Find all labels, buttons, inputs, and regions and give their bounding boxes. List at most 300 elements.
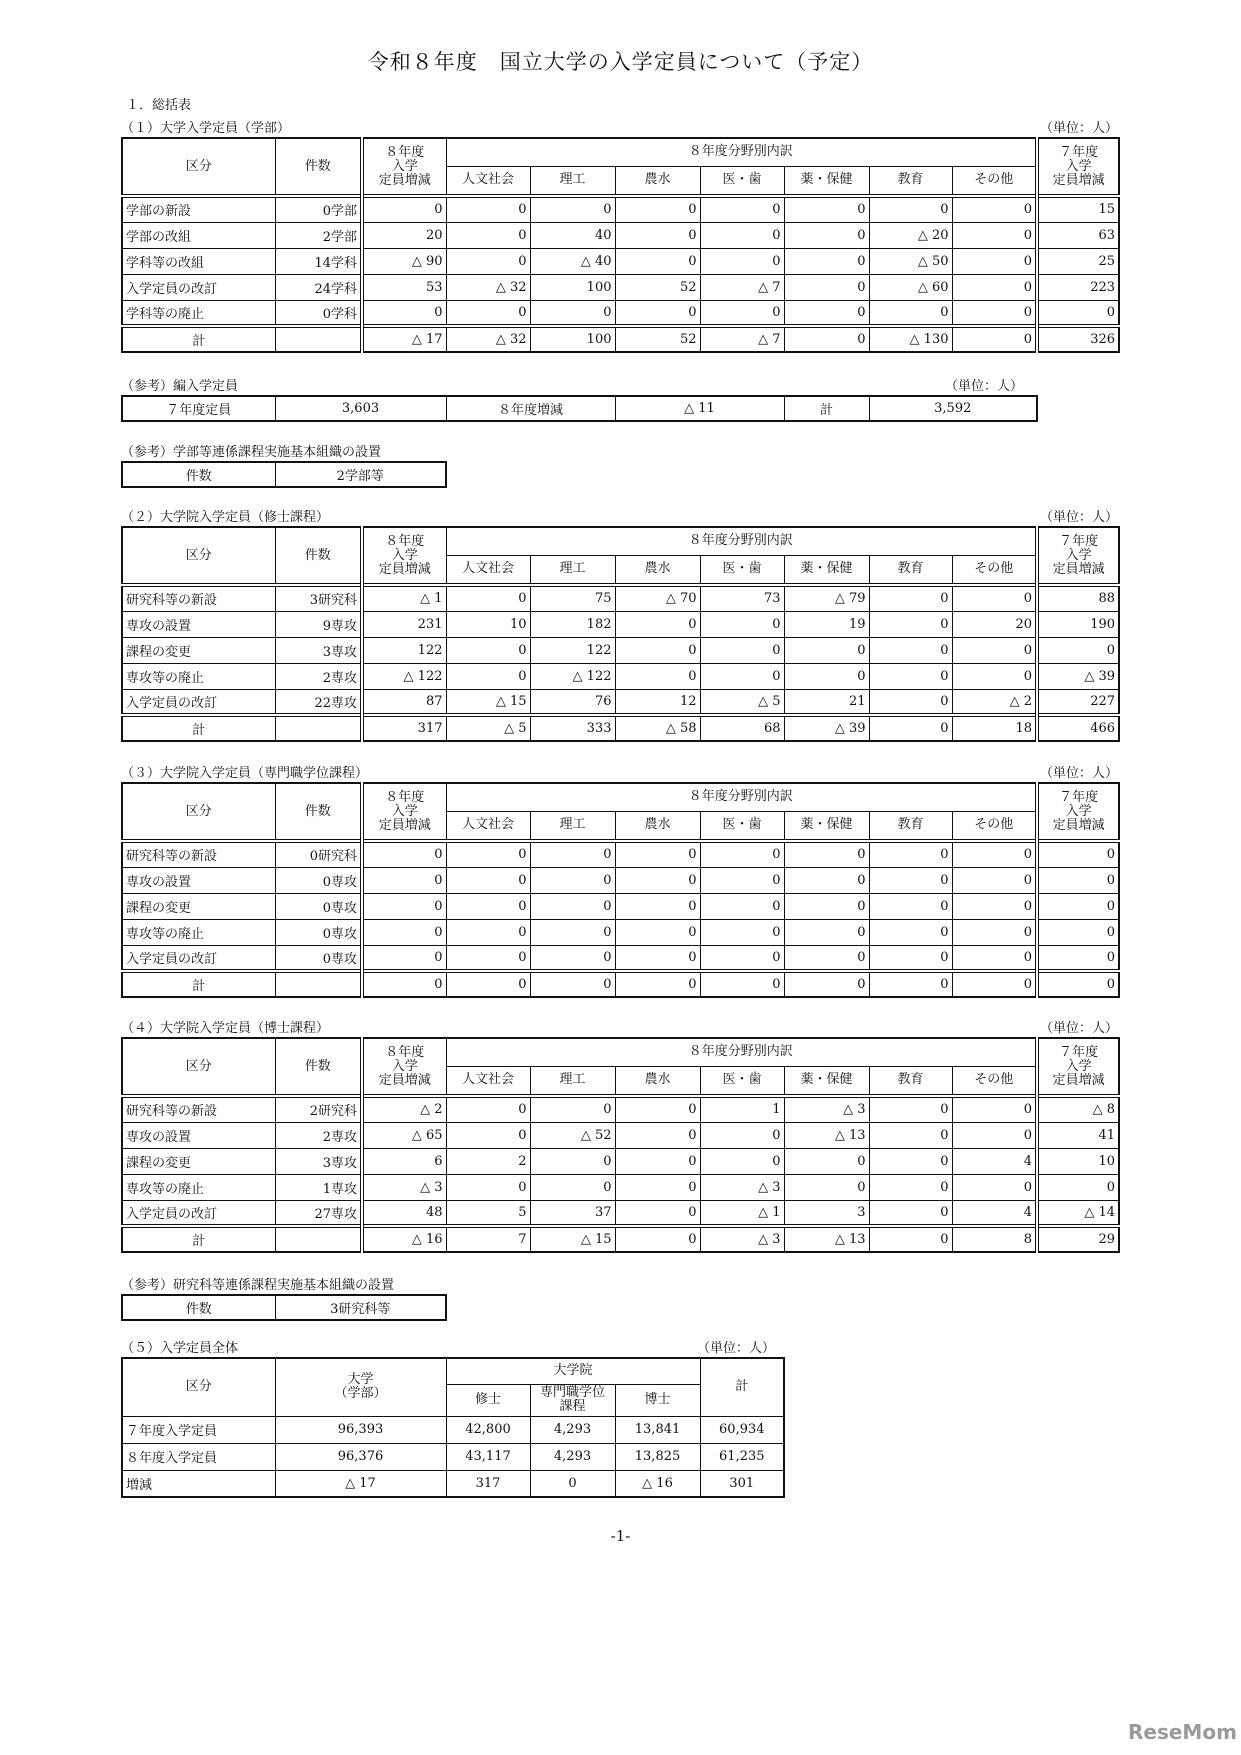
value-cell: △ 20 xyxy=(869,222,952,248)
value-cell: 0 xyxy=(784,867,869,893)
table-cell: △ 11 xyxy=(615,396,784,421)
value-cell: 466 xyxy=(1037,715,1119,741)
value-cell: 0 xyxy=(869,611,952,637)
value-cell: △ 70 xyxy=(615,585,700,611)
value-cell: △ 5 xyxy=(446,715,530,741)
value-cell: 0 xyxy=(530,300,615,326)
header-line: 専門職学位 xyxy=(539,1385,605,1400)
header-line: 大学 xyxy=(347,1372,374,1388)
value-cell: 0 xyxy=(615,1148,700,1174)
value-cell: 4 xyxy=(952,1148,1037,1174)
value-cell: 19 xyxy=(784,611,869,637)
header-breakdown: ８年度分野別内訳 xyxy=(446,527,1037,555)
header-line: ８年度 xyxy=(385,144,425,160)
header-delta7 xyxy=(1037,783,1119,841)
value-cell: 0 xyxy=(869,585,952,611)
value-cell: △ 5 xyxy=(700,689,784,715)
value-cell: 10 xyxy=(446,611,530,637)
value-cell: 333 xyxy=(530,715,615,741)
value-cell: 0 xyxy=(869,1226,952,1252)
value-cell: 0 xyxy=(784,945,869,971)
table-row xyxy=(122,637,1119,663)
value-cell: 0 xyxy=(362,867,446,893)
value-cell: 0 xyxy=(615,300,700,326)
header-field: 教育 xyxy=(869,555,952,585)
row-label: 研究科等の新設 xyxy=(122,1096,275,1122)
count-cell xyxy=(275,326,362,352)
value-cell: 0 xyxy=(1037,637,1119,663)
header-kubun: 区分 xyxy=(122,527,275,585)
value-cell: 0 xyxy=(784,274,869,300)
value-cell: 0 xyxy=(530,893,615,919)
value-cell: 0 xyxy=(952,841,1037,867)
count-cell: 3研究科 xyxy=(275,585,362,611)
header-kubun: 区分 xyxy=(122,783,275,841)
value-cell: 0 xyxy=(952,585,1037,611)
value-cell: 68 xyxy=(700,715,784,741)
value-cell: 15 xyxy=(1037,196,1119,222)
table-row xyxy=(122,841,1119,867)
value-cell: 73 xyxy=(700,585,784,611)
header-line: 入学 xyxy=(1065,547,1092,563)
value-cell: △ 90 xyxy=(362,248,446,274)
value-cell: △ 130 xyxy=(869,326,952,352)
header-line: 課程 xyxy=(559,1399,586,1414)
value-cell: 0 xyxy=(446,637,530,663)
row-label: 学科等の改組 xyxy=(122,248,275,274)
value-cell: 0 xyxy=(700,919,784,945)
value-cell: △ 58 xyxy=(615,715,700,741)
table-cell: 件数 xyxy=(122,1295,275,1320)
count-cell: 2研究科 xyxy=(275,1096,362,1122)
enrollment-table xyxy=(121,782,1120,998)
count-cell: 3専攻 xyxy=(275,1148,362,1174)
value-cell: 0 xyxy=(952,248,1037,274)
value-cell: 0 xyxy=(952,867,1037,893)
header-count: 件数 xyxy=(275,138,362,196)
value-cell: 12 xyxy=(615,689,700,715)
count-cell: 9専攻 xyxy=(275,611,362,637)
value-cell: 0 xyxy=(362,945,446,971)
value-cell: 0 xyxy=(700,893,784,919)
value-cell: △ 7 xyxy=(700,274,784,300)
header-field: 理工 xyxy=(530,166,615,196)
value-cell: 0 xyxy=(446,971,530,997)
header-kubun: 区分 xyxy=(122,138,275,196)
value-cell: 37 xyxy=(530,1200,615,1226)
value-cell: 0 xyxy=(530,945,615,971)
header-line: 定員増減 xyxy=(378,1072,431,1088)
table-cell: 2学部等 xyxy=(275,462,446,487)
value-cell: 0 xyxy=(530,1096,615,1122)
value-cell: 0 xyxy=(446,893,530,919)
header-field: 薬・保健 xyxy=(784,555,869,585)
value-cell: △ 1 xyxy=(700,1200,784,1226)
header-field: 教育 xyxy=(869,811,952,841)
value-cell: △ 2 xyxy=(362,1096,446,1122)
value-cell: 0 xyxy=(446,1122,530,1148)
value-cell: 0 xyxy=(952,637,1037,663)
value-cell: 0 xyxy=(530,1148,615,1174)
value-cell: 0 xyxy=(784,326,869,352)
row-label: 専攻等の廃止 xyxy=(122,919,275,945)
value-cell: 0 xyxy=(615,663,700,689)
row-label: 学科等の廃止 xyxy=(122,300,275,326)
header-line: ７年度 xyxy=(1059,144,1099,160)
count-cell: 0専攻 xyxy=(275,919,362,945)
value-cell: 3 xyxy=(784,1200,869,1226)
value-cell: △ 15 xyxy=(446,689,530,715)
value-cell: 0 xyxy=(1037,919,1119,945)
header-field: 人文社会 xyxy=(446,166,530,196)
value-cell: 0 xyxy=(784,1148,869,1174)
value-cell: 0 xyxy=(784,248,869,274)
value-cell: 0 xyxy=(615,196,700,222)
section-heading: １．総括表 xyxy=(126,98,192,113)
header-line: 入学 xyxy=(391,1058,418,1074)
value-cell: 0 xyxy=(784,196,869,222)
header-prof xyxy=(530,1384,615,1416)
value-cell: 0 xyxy=(1037,1174,1119,1200)
value-cell: 0 xyxy=(700,300,784,326)
count-cell xyxy=(275,971,362,997)
count-cell: 0学部 xyxy=(275,196,362,222)
value-cell: 122 xyxy=(362,637,446,663)
ref1-table xyxy=(121,461,447,488)
value-cell: 96,376 xyxy=(275,1443,446,1470)
value-cell: 0 xyxy=(615,637,700,663)
table-cell: ８年度増減 xyxy=(446,396,615,421)
table-caption: （３）大学院入学定員（専門職学位課程） xyxy=(121,766,369,781)
table-cell: 件数 xyxy=(122,462,275,487)
enrollment-table xyxy=(121,137,1120,353)
row-label: 計 xyxy=(122,715,275,741)
value-cell: 0 xyxy=(700,971,784,997)
value-cell: 0 xyxy=(869,945,952,971)
count-cell: 27専攻 xyxy=(275,1200,362,1226)
value-cell: 0 xyxy=(446,919,530,945)
header-delta8 xyxy=(362,783,446,841)
header-line: 定員増減 xyxy=(1052,561,1105,577)
value-cell: 8 xyxy=(952,1226,1037,1252)
value-cell: 0 xyxy=(700,637,784,663)
value-cell: 0 xyxy=(700,945,784,971)
value-cell: 0 xyxy=(869,637,952,663)
value-cell: 0 xyxy=(952,919,1037,945)
table-row xyxy=(122,196,1119,222)
header-field: その他 xyxy=(952,1066,1037,1096)
value-cell: 0 xyxy=(700,196,784,222)
value-cell: △ 3 xyxy=(784,1096,869,1122)
value-cell: 6 xyxy=(362,1148,446,1174)
value-cell: 53 xyxy=(362,274,446,300)
value-cell: 0 xyxy=(869,1200,952,1226)
value-cell: 0 xyxy=(615,1200,700,1226)
value-cell: 0 xyxy=(1037,841,1119,867)
value-cell: 0 xyxy=(615,611,700,637)
table-caption: （参考）編入学定員 xyxy=(121,379,239,394)
count-cell: 2専攻 xyxy=(275,1122,362,1148)
header-line: （学部） xyxy=(334,1386,387,1402)
value-cell: 0 xyxy=(362,919,446,945)
header-delta7 xyxy=(1037,1038,1119,1096)
header-delta8 xyxy=(362,138,446,196)
row-label: 研究科等の新設 xyxy=(122,585,275,611)
table-row xyxy=(122,300,1119,326)
value-cell: 0 xyxy=(784,300,869,326)
header-line: 定員増減 xyxy=(1052,1072,1105,1088)
value-cell: 0 xyxy=(784,971,869,997)
count-cell: 1専攻 xyxy=(275,1174,362,1200)
total-row xyxy=(122,715,1119,741)
value-cell: △ 14 xyxy=(1037,1200,1119,1226)
value-cell: 0 xyxy=(362,196,446,222)
value-cell: △ 122 xyxy=(530,663,615,689)
value-cell: △ 2 xyxy=(952,689,1037,715)
value-cell: 0 xyxy=(1037,893,1119,919)
row-label: 入学定員の改訂 xyxy=(122,1200,275,1226)
table-row xyxy=(122,867,1119,893)
table-row xyxy=(122,1096,1119,1122)
header-master: 修士 xyxy=(446,1384,530,1416)
value-cell: 18 xyxy=(952,715,1037,741)
table-row xyxy=(122,1174,1119,1200)
watermark-logo: ReseMom xyxy=(1128,1720,1237,1744)
value-cell: △ 32 xyxy=(446,326,530,352)
value-cell: 63 xyxy=(1037,222,1119,248)
header-line: ７年度 xyxy=(1059,1044,1099,1060)
value-cell: △ 50 xyxy=(869,248,952,274)
table-row xyxy=(122,1200,1119,1226)
header-breakdown: ８年度分野別内訳 xyxy=(446,1038,1037,1066)
ref2-table xyxy=(121,1294,447,1321)
table-cell: ７年度定員 xyxy=(122,396,275,421)
count-cell: 22専攻 xyxy=(275,689,362,715)
row-label: 計 xyxy=(122,1226,275,1252)
total-row xyxy=(122,1226,1119,1252)
value-cell: 0 xyxy=(869,1174,952,1200)
value-cell: 0 xyxy=(700,1148,784,1174)
value-cell: 0 xyxy=(784,919,869,945)
count-cell: 14学科 xyxy=(275,248,362,274)
unit-label: （単位：人） xyxy=(697,1341,776,1356)
table-row xyxy=(122,222,1119,248)
value-cell: 0 xyxy=(446,300,530,326)
value-cell: 0 xyxy=(784,1174,869,1200)
table-caption: （４）大学院入学定員（博士課程） xyxy=(121,1021,330,1036)
value-cell: 0 xyxy=(952,1096,1037,1122)
table-cell: 3研究科等 xyxy=(275,1295,446,1320)
value-cell: 0 xyxy=(446,945,530,971)
header-delta7 xyxy=(1037,527,1119,585)
row-label: ８年度入学定員 xyxy=(122,1443,275,1470)
row-label: 計 xyxy=(122,971,275,997)
header-field: 医・歯 xyxy=(700,166,784,196)
unit-label: （単位：人） xyxy=(1040,1021,1119,1036)
table-caption: （参考）学部等連係課程実施基本組織の設置 xyxy=(121,445,382,460)
table-cell: 計 xyxy=(784,396,869,421)
table-row xyxy=(122,945,1119,971)
value-cell: 60,934 xyxy=(700,1416,784,1443)
enrollment-table xyxy=(121,1037,1120,1253)
value-cell: 0 xyxy=(362,300,446,326)
header-total: 計 xyxy=(700,1358,784,1416)
value-cell: 0 xyxy=(530,971,615,997)
header-line: 入学 xyxy=(391,547,418,563)
overall-table xyxy=(121,1357,785,1498)
unit-label: （単位：人） xyxy=(1040,510,1119,525)
value-cell: 0 xyxy=(615,971,700,997)
header-field: その他 xyxy=(952,555,1037,585)
value-cell: △ 60 xyxy=(869,274,952,300)
value-cell: 29 xyxy=(1037,1226,1119,1252)
header-line: 入学 xyxy=(391,803,418,819)
value-cell: 0 xyxy=(530,867,615,893)
value-cell: 0 xyxy=(615,893,700,919)
row-label: 課程の変更 xyxy=(122,1148,275,1174)
value-cell: 0 xyxy=(1037,971,1119,997)
value-cell: 0 xyxy=(700,222,784,248)
value-cell: 122 xyxy=(530,637,615,663)
value-cell: 0 xyxy=(869,893,952,919)
header-line: ８年度 xyxy=(385,789,425,805)
value-cell: 0 xyxy=(615,222,700,248)
header-field: 人文社会 xyxy=(446,1066,530,1096)
table-row xyxy=(122,1122,1119,1148)
value-cell: 0 xyxy=(869,1122,952,1148)
value-cell: △ 16 xyxy=(615,1470,700,1497)
row-label: 入学定員の改訂 xyxy=(122,945,275,971)
value-cell: 41 xyxy=(1037,1122,1119,1148)
value-cell: 0 xyxy=(952,1122,1037,1148)
unit-label: （単位：人） xyxy=(945,379,1024,394)
header-breakdown: ８年度分野別内訳 xyxy=(446,783,1037,811)
value-cell: △ 17 xyxy=(362,326,446,352)
value-cell: △ 3 xyxy=(362,1174,446,1200)
table-caption: （参考）研究科等連係課程実施基本組織の設置 xyxy=(121,1278,395,1293)
value-cell: 75 xyxy=(530,585,615,611)
count-cell: 0研究科 xyxy=(275,841,362,867)
value-cell: △ 13 xyxy=(784,1122,869,1148)
value-cell: △ 16 xyxy=(362,1226,446,1252)
value-cell: 0 xyxy=(446,196,530,222)
value-cell: △ 40 xyxy=(530,248,615,274)
value-cell: △ 39 xyxy=(784,715,869,741)
value-cell: 0 xyxy=(869,196,952,222)
value-cell: 0 xyxy=(615,919,700,945)
value-cell: 0 xyxy=(784,841,869,867)
row-label: 研究科等の新設 xyxy=(122,841,275,867)
value-cell: △ 3 xyxy=(700,1226,784,1252)
value-cell: 40 xyxy=(530,222,615,248)
value-cell: 0 xyxy=(446,222,530,248)
value-cell: △ 39 xyxy=(1037,663,1119,689)
header-field: 理工 xyxy=(530,811,615,841)
value-cell: 0 xyxy=(952,663,1037,689)
table-row xyxy=(122,1470,784,1497)
count-cell: 24学科 xyxy=(275,274,362,300)
table-row xyxy=(122,274,1119,300)
value-cell: 87 xyxy=(362,689,446,715)
value-cell: 0 xyxy=(530,841,615,867)
value-cell: 0 xyxy=(869,867,952,893)
value-cell: △ 15 xyxy=(530,1226,615,1252)
table-cell: 3,603 xyxy=(275,396,446,421)
table-row xyxy=(122,1443,784,1470)
page-title: 令和８年度 国立大学の入学定員について（予定） xyxy=(367,50,874,74)
value-cell: 0 xyxy=(784,637,869,663)
header-line: ８年度 xyxy=(385,533,425,549)
value-cell: 52 xyxy=(615,274,700,300)
value-cell: 231 xyxy=(362,611,446,637)
value-cell: 0 xyxy=(1037,867,1119,893)
value-cell: 0 xyxy=(869,1148,952,1174)
header-line: ７年度 xyxy=(1059,533,1099,549)
value-cell: 0 xyxy=(952,274,1037,300)
value-cell: 1 xyxy=(700,1096,784,1122)
row-label: 専攻等の廃止 xyxy=(122,663,275,689)
value-cell: 0 xyxy=(446,585,530,611)
value-cell: 0 xyxy=(952,971,1037,997)
header-field: 理工 xyxy=(530,555,615,585)
value-cell: 4,293 xyxy=(530,1416,615,1443)
row-label: 専攻の設置 xyxy=(122,1122,275,1148)
table-row xyxy=(122,585,1119,611)
value-cell: 0 xyxy=(869,715,952,741)
value-cell: 0 xyxy=(615,867,700,893)
value-cell: 4 xyxy=(952,1200,1037,1226)
value-cell: △ 79 xyxy=(784,585,869,611)
row-label: 専攻等の廃止 xyxy=(122,1174,275,1200)
value-cell: 7 xyxy=(446,1226,530,1252)
header-field: 薬・保健 xyxy=(784,1066,869,1096)
value-cell: 0 xyxy=(530,1470,615,1497)
row-label: 入学定員の改訂 xyxy=(122,274,275,300)
header-breakdown: ８年度分野別内訳 xyxy=(446,138,1037,166)
value-cell: 61,235 xyxy=(700,1443,784,1470)
header-field: 理工 xyxy=(530,1066,615,1096)
value-cell: 0 xyxy=(869,663,952,689)
header-doctor: 博士 xyxy=(615,1384,700,1416)
count-cell: 3専攻 xyxy=(275,637,362,663)
value-cell: 190 xyxy=(1037,611,1119,637)
header-field: その他 xyxy=(952,811,1037,841)
count-cell: 0専攻 xyxy=(275,893,362,919)
value-cell: 0 xyxy=(446,841,530,867)
value-cell: 0 xyxy=(615,1096,700,1122)
table-row xyxy=(122,248,1119,274)
value-cell: 0 xyxy=(362,893,446,919)
value-cell: 21 xyxy=(784,689,869,715)
value-cell: 182 xyxy=(530,611,615,637)
header-line: 入学 xyxy=(1065,1058,1092,1074)
value-cell: 0 xyxy=(615,945,700,971)
header-field: 人文社会 xyxy=(446,555,530,585)
header-line: 定員増減 xyxy=(378,561,431,577)
page-number: -1- xyxy=(610,1527,631,1545)
row-label: 入学定員の改訂 xyxy=(122,689,275,715)
count-cell: 2学部 xyxy=(275,222,362,248)
table-row xyxy=(122,689,1119,715)
value-cell: 13,841 xyxy=(615,1416,700,1443)
count-cell: 0学科 xyxy=(275,300,362,326)
table-row xyxy=(122,611,1119,637)
row-label: 増減 xyxy=(122,1470,275,1497)
value-cell: 100 xyxy=(530,326,615,352)
value-cell: 20 xyxy=(362,222,446,248)
value-cell: △ 1 xyxy=(362,585,446,611)
value-cell: 42,800 xyxy=(446,1416,530,1443)
